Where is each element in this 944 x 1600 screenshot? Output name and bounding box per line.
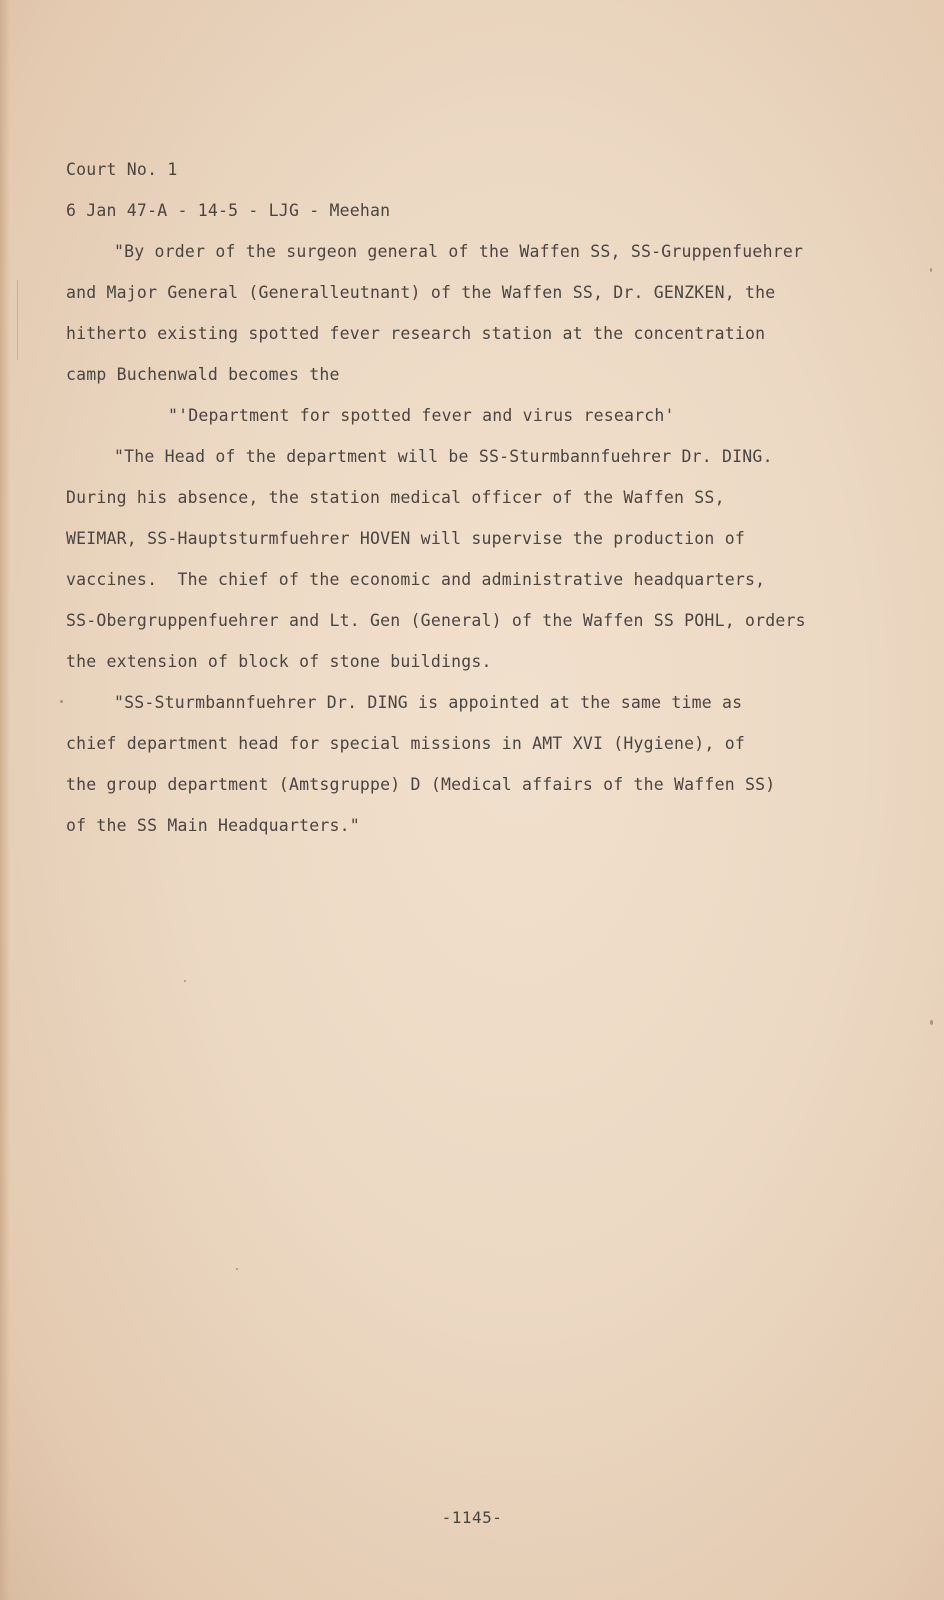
- margin-mark: [17, 280, 18, 360]
- paper-speck: [236, 1268, 238, 1270]
- text-line: "SS-Sturmbannfuehrer Dr. DING is appointed at the same time as: [114, 693, 743, 712]
- paper-edge: [0, 0, 10, 1600]
- paper-speck: [60, 700, 63, 703]
- text-line: and Major General (Generalleutnant) of the Waffen SS, Dr. GENZKEN, the: [66, 283, 776, 302]
- page-number: -1145-: [441, 1508, 503, 1527]
- paper-speck: [930, 1020, 933, 1025]
- text-line: WEIMAR, SS-Hauptsturmfuehrer HOVEN will supervise the production of: [66, 529, 745, 548]
- paper-speck: [930, 268, 932, 272]
- text-line: During his absence, the station medical officer of the Waffen SS,: [66, 488, 725, 507]
- text-line: vaccines. The chief of the economic and administrative headquarters,: [66, 570, 766, 589]
- text-line: SS-Obergruppenfuehrer and Lt. Gen (General) of the Waffen SS POHL, orders: [66, 611, 806, 630]
- court-number: Court No. 1: [66, 160, 178, 179]
- text-line: chief department head for special missions in AMT XVI (Hygiene), of: [66, 734, 745, 753]
- session-line: 6 Jan 47-A - 14-5 - LJG - Meehan: [66, 201, 391, 220]
- text-line: hitherto existing spotted fever research station at the concentration: [66, 324, 766, 343]
- text-line: "The Head of the department will be SS-Sturmbannfuehrer Dr. DING.: [114, 447, 773, 466]
- department-title: "'Department for spotted fever and virus research': [168, 406, 675, 425]
- text-line: "By order of the surgeon general of the Waffen SS, SS-Gruppenfuehrer: [114, 242, 804, 261]
- text-line: of the SS Main Headquarters.": [66, 816, 360, 835]
- text-line: the extension of block of stone buildings.: [66, 652, 492, 671]
- text-line: the group department (Amtsgruppe) D (Medical affairs of the Waffen SS): [66, 775, 776, 794]
- paper-speck: [184, 980, 186, 982]
- text-line: camp Buchenwald becomes the: [66, 365, 340, 384]
